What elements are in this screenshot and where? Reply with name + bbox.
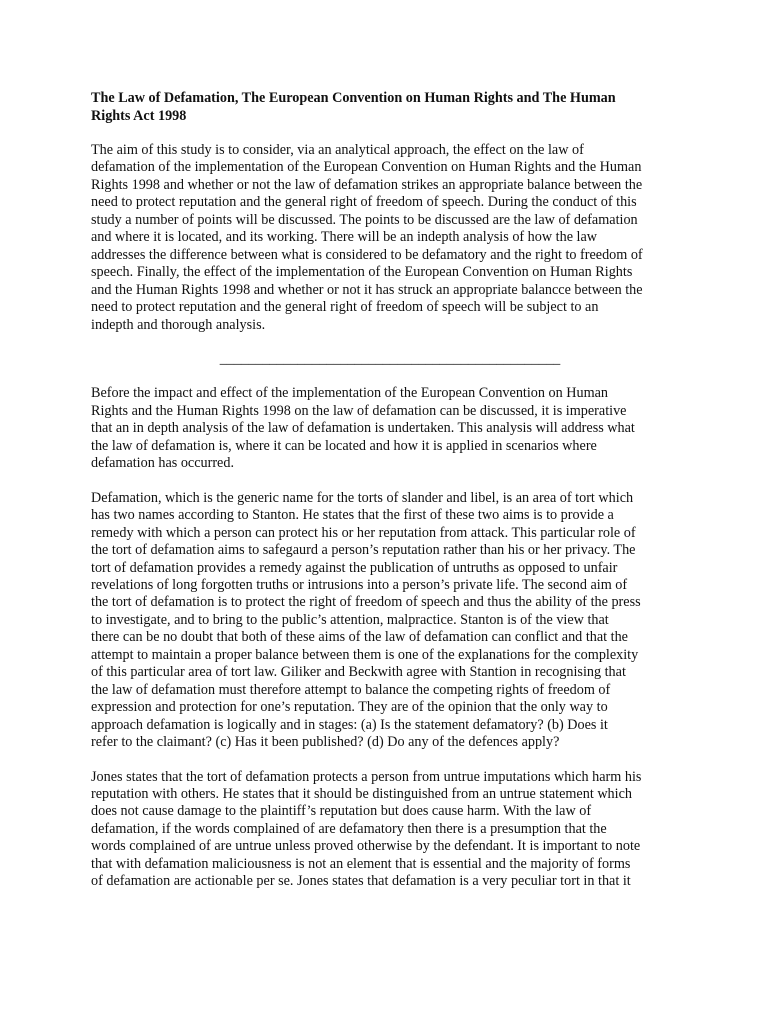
text-line: need to protect reputation and the general right of freedom of speech will be subject to an <box>91 299 599 316</box>
title-line: Rights Act 1998 <box>91 107 187 124</box>
text-line: the tort of defamation aims to safegaurd a person’s reputation rather than his or her privacy. The <box>91 542 636 559</box>
text-line: there can be no doubt that both of these aims of the law of defamation can conflict and that the <box>91 629 628 646</box>
text-line: Rights and the Human Rights 1998 on the law of defamation can be discussed, it is imperative <box>91 402 627 419</box>
document-title <box>91 90 689 125</box>
text-line: defamation has occurred. <box>91 455 234 472</box>
text-line: of defamation are actionable per se. Jones states that defamation is a very peculiar tort in that it <box>91 873 631 890</box>
text-line: the law of defamation is, where it can be located and how it is applied in scenarios where <box>91 437 597 454</box>
text-line: defamation, if the words complained of are defamatory then there is a presumption that the <box>91 820 607 837</box>
text-line: has two names according to Stanton. He states that the first of these two aims is to provide a <box>91 507 614 524</box>
text-line: expression and protection for one’s reputation. They are of the opinion that the only way to <box>91 699 608 716</box>
text-line: defamation of the implementation of the European Convention on Human Rights and the Human <box>91 159 642 176</box>
text-line: Defamation, which is the generic name for the torts of slander and libel, is an area of tort which <box>91 489 634 506</box>
text-line: attempt to maintain a proper balance between them is one of the explanations for the complexity <box>91 646 639 663</box>
paragraph-intro <box>91 142 689 334</box>
section-separator: ________________________________________________ <box>219 350 561 367</box>
text-line: study a number of points will be discussed. The points to be discussed are the law of defamation <box>91 211 638 228</box>
paragraph-preamble <box>91 385 689 472</box>
text-line: Jones states that the tort of defamation protects a person from untrue imputations which harm his <box>91 768 642 785</box>
text-line: revelations of long forgotten truths or intrusions into a person’s private life. The second aim of <box>91 577 628 594</box>
text-line: speech. Finally, the effect of the implementation of the European Convention on Human Rights <box>91 264 633 281</box>
text-line: that an in depth analysis of the law of defamation is undertaken. This analysis will address what <box>91 420 635 437</box>
paragraph-defamation-definition <box>91 490 689 752</box>
title-line: The Law of Defamation, The European Convention on Human Rights and The Human <box>91 90 616 106</box>
text-line: does not cause damage to the plaintiff’s reputation but does cause harm. With the law of <box>91 803 592 820</box>
text-line: words complained of are untrue unless proved otherwise by the defendant. It is important to note <box>91 838 641 855</box>
text-line: remedy with which a person can protect his or her reputation from attack. This particular role of <box>91 524 636 541</box>
text-line: refer to the claimant? (c) Has it been published? (d) Do any of the defences apply? <box>91 734 560 751</box>
text-line: Before the impact and effect of the implementation of the European Convention on Human <box>91 385 609 402</box>
text-line: of this particular area of tort law. Giliker and Beckwith agree with Stantion in recognising that <box>91 664 626 681</box>
text-line: to investigate, and to bring to the public’s attention, malpractice. Stanton is of the view that <box>91 611 609 628</box>
document-page <box>91 90 689 908</box>
text-line: The aim of this study is to consider, via an analytical approach, the effect on the law of <box>91 142 584 158</box>
text-line: and the Human Rights 1998 and whether or not it has struck an appropriate balancce between the <box>91 281 643 298</box>
text-line: and where it is located, and its working. There will be an indepth analysis of how the law <box>91 229 598 246</box>
text-line: tort of defamation provides a remedy against the publication of untruths as opposed to unfair <box>91 559 618 576</box>
text-line: addresses the difference between what is considered to be defamatory and the right to freedom of <box>91 246 643 263</box>
text-line: indepth and thorough analysis. <box>91 316 266 333</box>
text-line: Rights 1998 and whether or not the law of defamation strikes an appropriate balance between the <box>91 176 643 193</box>
paragraph-jones <box>91 769 689 891</box>
text-line: reputation with others. He states that it should be distinguished from an untrue statement which <box>91 786 632 802</box>
text-line: approach defamation is logically and in stages: (a) Is the statement defamatory? (b) Does it <box>91 716 608 733</box>
text-line: the law of defamation must therefore attempt to balance the competing rights of freedom of <box>91 681 611 698</box>
text-line: need to protect reputation and the general right of freedom of speech. During the conduct of this <box>91 194 637 211</box>
text-line: that with defamation maliciousness is not an element that is essential and the majority of forms <box>91 855 631 872</box>
text-line: the tort of defamation is to protect the right of freedom of speech and thus the ability of the press <box>91 594 641 611</box>
